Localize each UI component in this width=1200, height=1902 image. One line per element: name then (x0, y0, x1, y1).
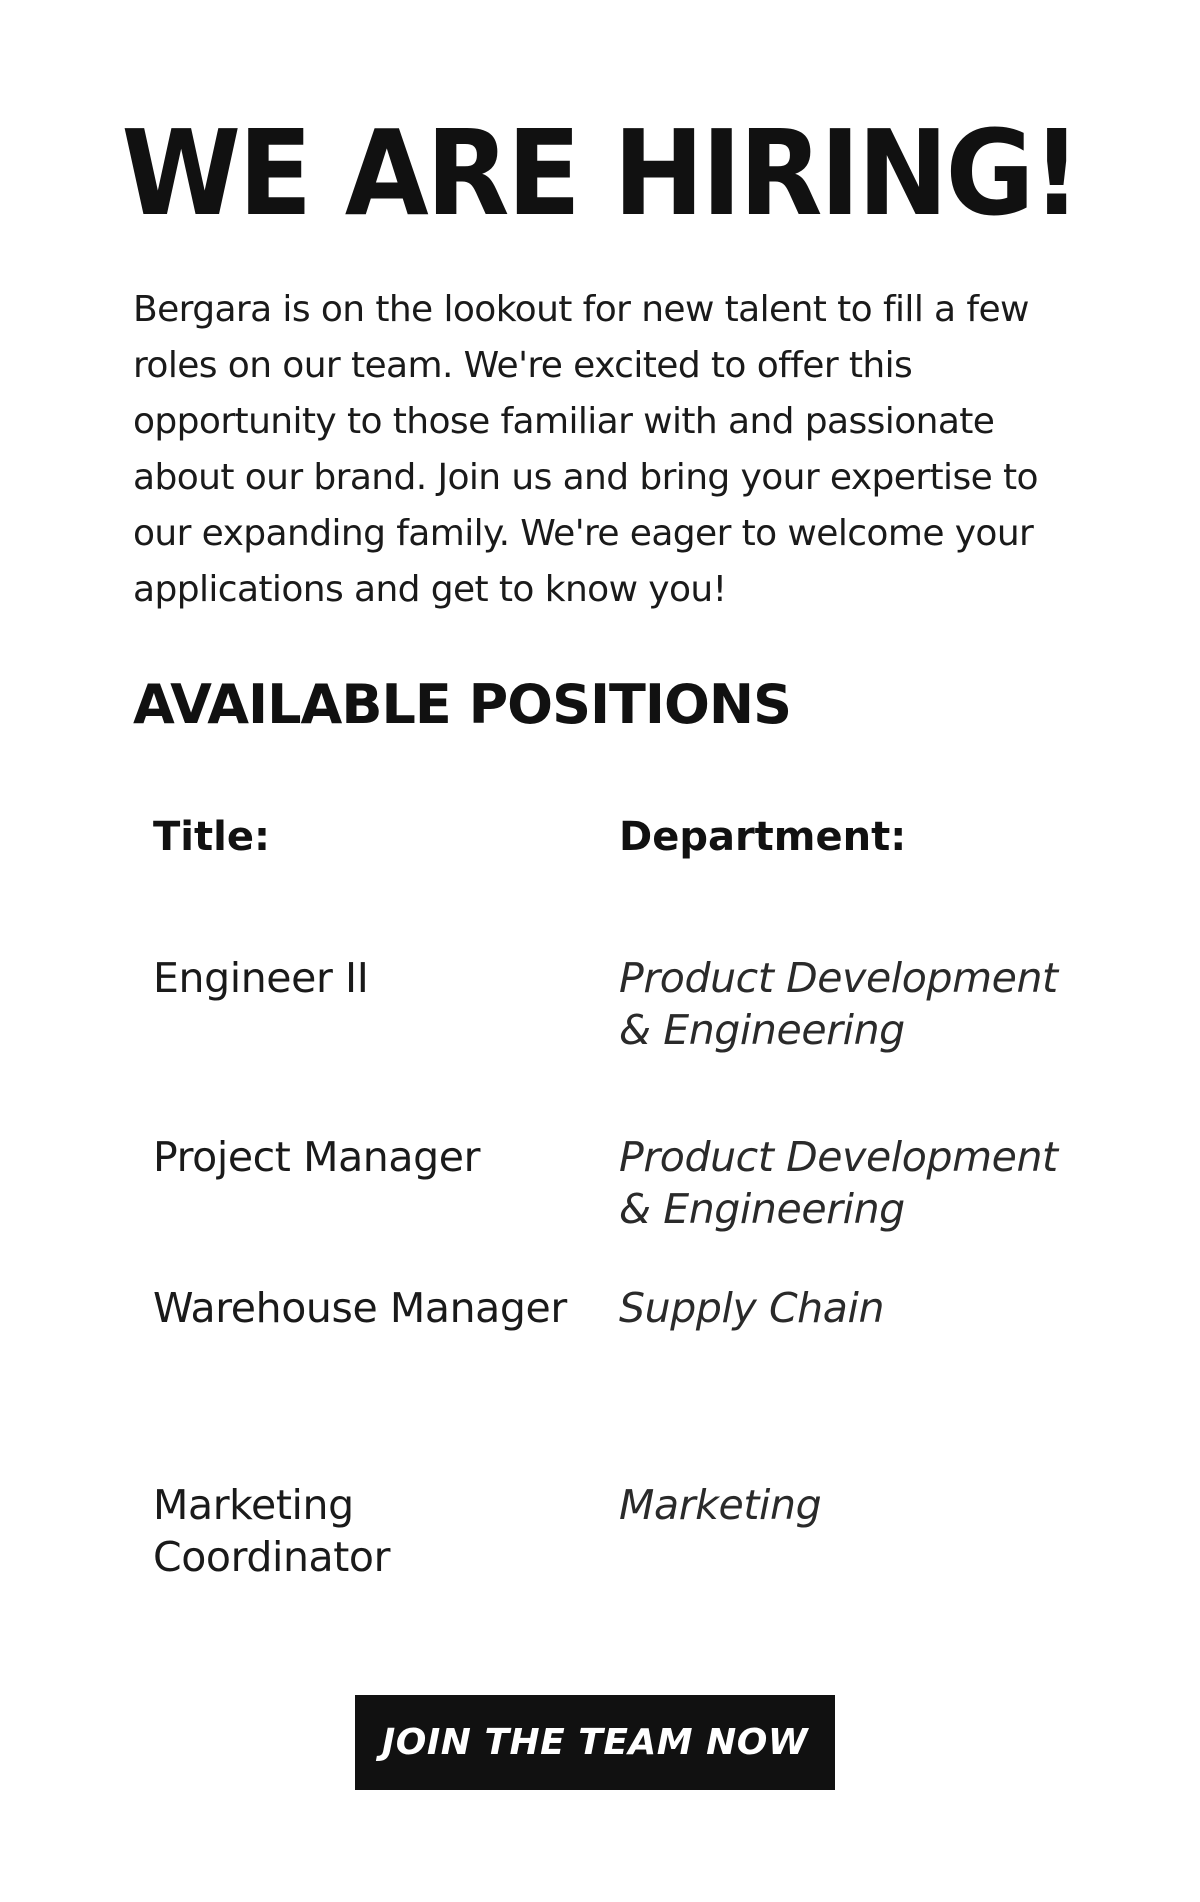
position-title: Engineer II (153, 954, 369, 1002)
column-header-department: Department: (619, 814, 907, 860)
page-title: WE ARE HIRING! (121, 104, 1079, 242)
position-title: Warehouse Manager (153, 1284, 567, 1332)
intro-paragraph: Bergara is on the lookout for new talent to fill a few roles on our team. We're excited to offer this opportunity to those familiar with and passionate about our brand. Join us and bring your expertise to our expanding family. We're eager to welcome your applications and get to know you! (133, 289, 1038, 610)
position-title: Project Manager (153, 1133, 481, 1181)
positions-heading: AVAILABLE POSITIONS (133, 673, 791, 736)
join-team-button[interactable]: JOIN THE TEAM NOW (355, 1695, 835, 1790)
position-department: Marketing (619, 1481, 822, 1529)
position-title: Marketing Coordinator (153, 1481, 391, 1581)
position-department: Supply Chain (619, 1284, 885, 1332)
position-department: Product Development & Engineering (619, 954, 1058, 1054)
position-department: Product Development & Engineering (619, 1133, 1058, 1233)
column-header-title: Title: (153, 814, 270, 860)
